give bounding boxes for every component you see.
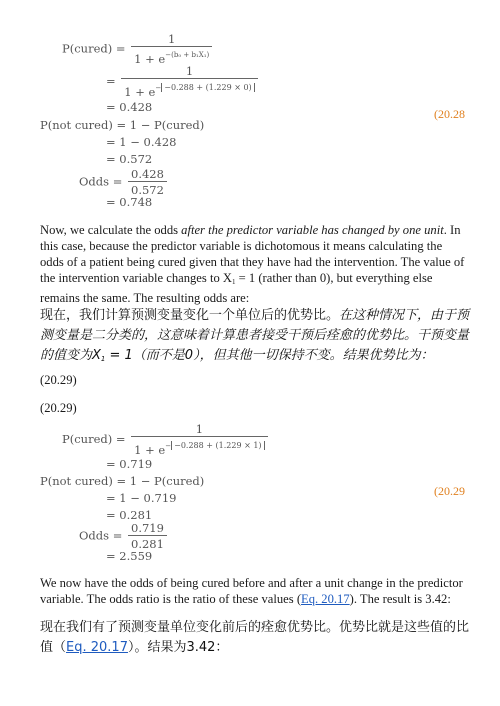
eq2-row-odds: Odds = $\frac{0.719}{0.281}$ bbox=[79, 521, 169, 552]
paragraph-chinese-odds-after-change: 现在，我们计算预测变量变化一个单位后的优势比。在这种情况下，由于预测变量是二分类的，这意味着计算患者接受干预后痊愈的优势比。干预变量的值变为$X_1 = 1$（而不是0），但其他一切保持不变。结果优势比为： bbox=[40, 308, 470, 363]
equation-label-a: (20.29) bbox=[40, 373, 77, 387]
eq2-row-p-not-cured: P(not cured) = 1 − P(cured) bbox=[40, 474, 205, 488]
eq1-odds-fraction: $\frac{0.428}{0.572}$ bbox=[128, 167, 167, 198]
paragraph-odds-ratio: We now have the odds of being cured before and after a unit change in the predictor variable. The odds ratio is the ratio of these values (Eq. 20.17). The result is 3.42: bbox=[40, 576, 463, 606]
eq2-row-p-cured: P(cured) = $\frac{1}{1 + e^- ^{-0.288 + (1.229 \times 1)}}$ bbox=[62, 422, 270, 458]
eq1-row-p-not-cured: P(not cured) = 1 − P(cured) bbox=[40, 118, 205, 132]
eq1-row-odds: Odds = $\frac{0.428}{0.572}$ bbox=[79, 167, 169, 198]
eq1-row-p-cured: P(cured) = $\frac{1}{1 + e^{-(b_0 + b_1X_1)}}$ bbox=[62, 32, 214, 67]
eq2-row-result: = 0.719 bbox=[106, 457, 153, 471]
eq2-row-subtract: = 1 − 0.719 bbox=[106, 491, 177, 505]
eq1-row-substituted: = $\frac{1}{1 + e^- ^{-0.288 + (1.229 \times 0)}}$ bbox=[106, 64, 260, 100]
eq1-number: (20.28 bbox=[434, 107, 465, 121]
eq1-row-odds-result: = 0.748 bbox=[106, 195, 153, 209]
eq1-fraction-1: $\frac{1}{1 + e^{-(b_0 + b_1X_1)}}$ bbox=[131, 32, 212, 67]
eq1-row-result: = 0.428 bbox=[106, 100, 153, 114]
eq2-fraction-1: $\frac{1}{1 + e^- ^{-0.288 + (1.229 \times 1)}}$ bbox=[131, 422, 267, 458]
eq2-row-odds-result: = 2.559 bbox=[106, 549, 153, 563]
eq2-odds-fraction: $\frac{0.719}{0.281}$ bbox=[128, 521, 167, 552]
paragraph-odds-after-change: Now, we calculate the odds after the predictor variable has changed by one unit. In this case, because the predictor variable is dichotomous it means calculating the odds of a patient being cured given that they have had the intervention. The value of the intervention variable changes to $X_1 = 1$ (rather than 0), but everything else remains the same. The resulting odds are: bbox=[40, 223, 465, 305]
eq1-fraction-2: $\frac{1}{1 + e^- ^{-0.288 + (1.229 \times 0)}}$ bbox=[121, 64, 257, 100]
eq2-row-not-cured-result: = 0.281 bbox=[106, 508, 153, 522]
eq2-number: (20.29 bbox=[434, 484, 465, 498]
eq1-row-not-cured-result: = 0.572 bbox=[106, 152, 153, 166]
eq-20-17-link-cn[interactable]: Eq. 20.17 bbox=[66, 640, 128, 655]
eq1-row-subtract: = 1 − 0.428 bbox=[106, 135, 177, 149]
eq-20-17-link[interactable]: Eq. 20.17 bbox=[301, 592, 350, 606]
paragraph-chinese-odds-ratio: 现在我们有了预测变量单位变化前后的痊愈优势比。优势比就是这些值的比值（Eq. 20.17）。结果为3.42： bbox=[40, 620, 470, 655]
equation-label-b: (20.29) bbox=[40, 401, 77, 415]
